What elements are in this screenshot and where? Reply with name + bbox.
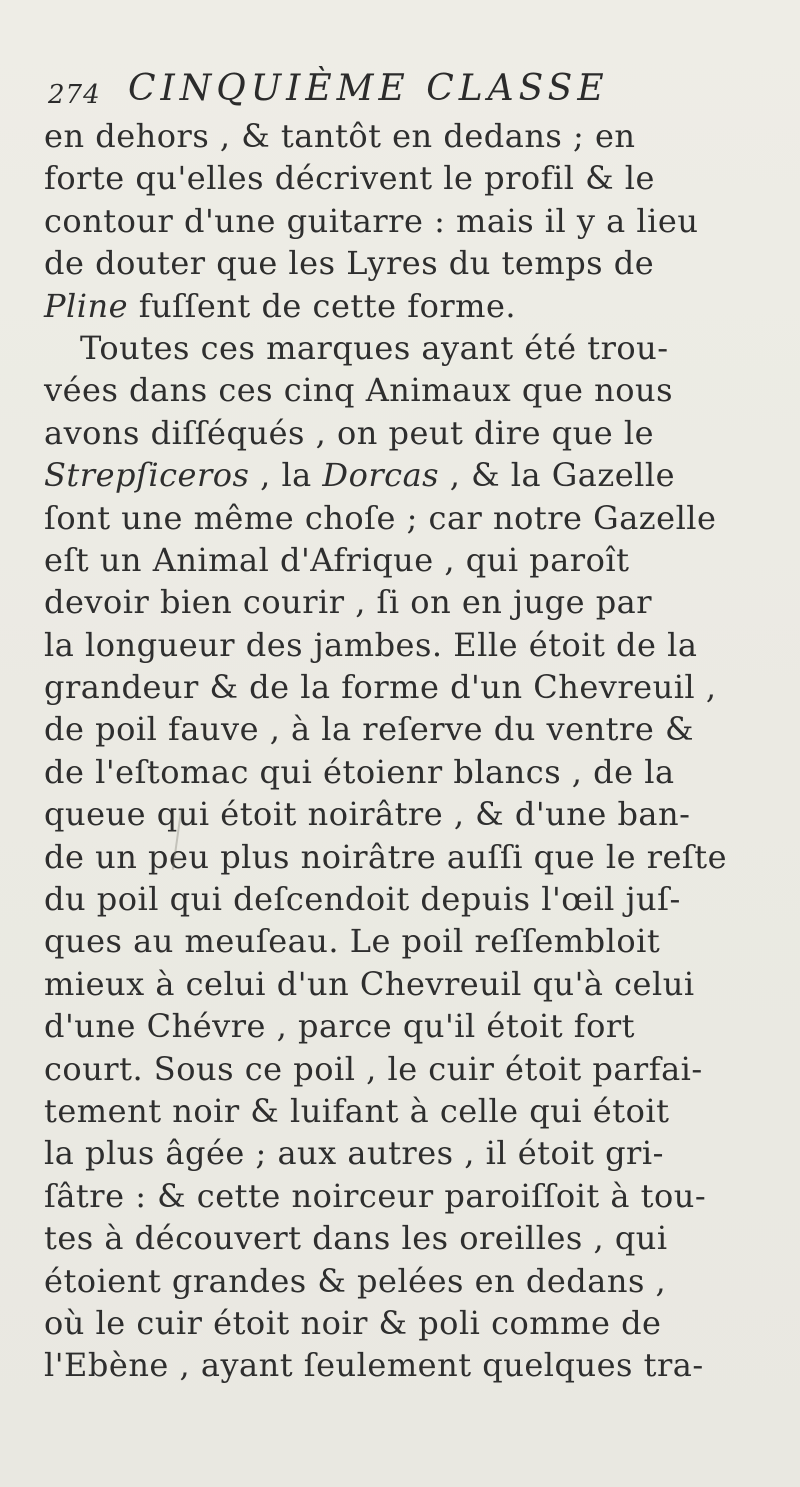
text-line: queue qui étoit noirâtre , & d'une ban-: [44, 795, 691, 834]
italic-name-strepsiceros: Strepſiceros: [44, 456, 250, 495]
text-line: la longueur des jambes. Elle étoit de la: [44, 625, 698, 664]
text-line: de l'eſtomac qui étoienr blancs , de la: [44, 752, 675, 791]
page-number: 274: [48, 80, 101, 110]
text-line: vées dans ces cinq Animaux que nous: [44, 371, 673, 410]
text-line: d'une Chévre , parce qu'il étoit fort: [44, 1007, 635, 1046]
page-header: [48, 68, 768, 118]
text-line: étoient grandes & pelées en dedans ,: [44, 1261, 667, 1300]
text-line: ſont une même choſe ; car notre Gazelle: [44, 498, 717, 537]
text-line: du poil qui deſcendoit depuis l'œil juſ-: [44, 880, 681, 919]
text-line: de un peu plus noirâtre auſſi que le reſte: [44, 837, 728, 876]
body-text: [44, 115, 784, 1387]
text-line: ques au meuſeau. Le poil reſſembloit: [44, 922, 661, 961]
text-line: la plus âgée ; aux autres , il étoit gri-: [44, 1134, 664, 1173]
text-line: court. Sous ce poil , le cuir étoit parfai-: [44, 1049, 703, 1088]
text-line: l'Ebène , ayant ſeulement quelques tra-: [44, 1346, 704, 1385]
italic-name-dorcas: Dorcas: [322, 456, 440, 495]
text-line: de douter que les Lyres du temps de: [44, 244, 655, 283]
text-line: tement noir & luifant à celle qui étoit: [44, 1091, 670, 1130]
text-line: de poil fauve , à la reſerve du ventre &: [44, 710, 694, 749]
text-segment: , & la Gazelle: [449, 456, 676, 495]
text-line: [44, 454, 784, 496]
text-line: ſâtre : & cette noirceur paroiſſoit à tou-: [44, 1176, 707, 1215]
text-line: où le cuir étoit noir & poli comme de: [44, 1303, 662, 1342]
text-line: devoir bien courir , ſi on en juge par: [44, 583, 653, 622]
running-head: CINQUIÈME CLASSE: [128, 68, 609, 109]
text-segment: fuſſent de cette forme.: [138, 286, 517, 325]
text-line: contour d'une guitarre : mais il y a lieu: [44, 201, 699, 240]
text-segment: , la: [260, 456, 312, 495]
text-line: grandeur & de la forme d'un Chevreuil ,: [44, 668, 717, 707]
text-line: avons diſſéqués , on peut dire que le: [44, 413, 655, 452]
text-line: mieux à celui d'un Chevreuil qu'à celui: [44, 964, 695, 1003]
text-line: forte qu'elles décrivent le profil & le: [44, 159, 655, 198]
text-line: en dehors , & tantôt en dedans ; en: [44, 117, 636, 155]
text-line: tes à découvert dans les oreilles , qui: [44, 1219, 668, 1258]
text-line: [44, 285, 784, 327]
italic-name-pline: Pline: [44, 286, 129, 325]
text-line: Toutes ces marques ayant été trou-: [80, 328, 669, 367]
text-line: eſt un Animal d'Afrique , qui paroît: [44, 540, 630, 579]
